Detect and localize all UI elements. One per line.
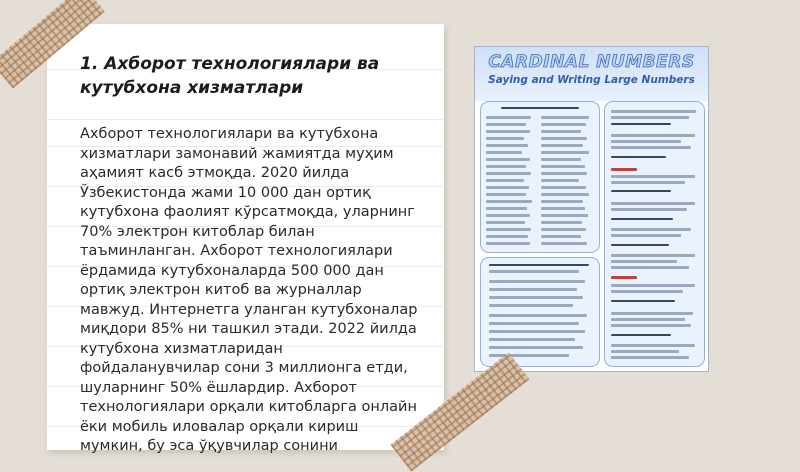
- poster-examples-panel: [604, 101, 705, 367]
- table-heading-line: [501, 107, 579, 109]
- slide-body-text: Ахборот технологиялари ва кутубхона хизматлари замонавий жамиятда муҳим аҳамият касб этмоқда. 2020 йилда Ўзбекистонда жами 10 000 дан ортиқ кутубхона фаолият кўрсатмоқда, уларнинг 70% электрон китоблар билан таъминланган. Ахборот технологиялари ёрдамида кутубхоналарда 500 000 дан ортиқ электрон китоб ва журналлар мавжуд. Интернетга уланган кутубхоналар миқдори 85% ни ташкил этади. 2022 йилда кутубхона хизматларидан фойдаланувчилар сони 3 миллионга етди, шуларнинг 50% ёшлардир. Ахборот технологиялари орқали китобларга онлайн ёки мобиль иловалар орқали кириш мумкин, бу эса ўқувчилар сонини: [80, 126, 418, 454]
- cardinal-numbers-poster: [474, 46, 709, 372]
- poster-header: [475, 47, 708, 101]
- poster-number-table: [480, 101, 600, 253]
- slide-title: 1. Ахборот технологиялари ва кутубхона хизматлари: [80, 54, 380, 98]
- poster-years-panel: [480, 257, 600, 367]
- poster-title: CARDINAL NUMBERS: [488, 52, 695, 72]
- poster-subtitle: Saying and Writing Large Numbers: [488, 74, 695, 86]
- paper-rule: [47, 119, 444, 120]
